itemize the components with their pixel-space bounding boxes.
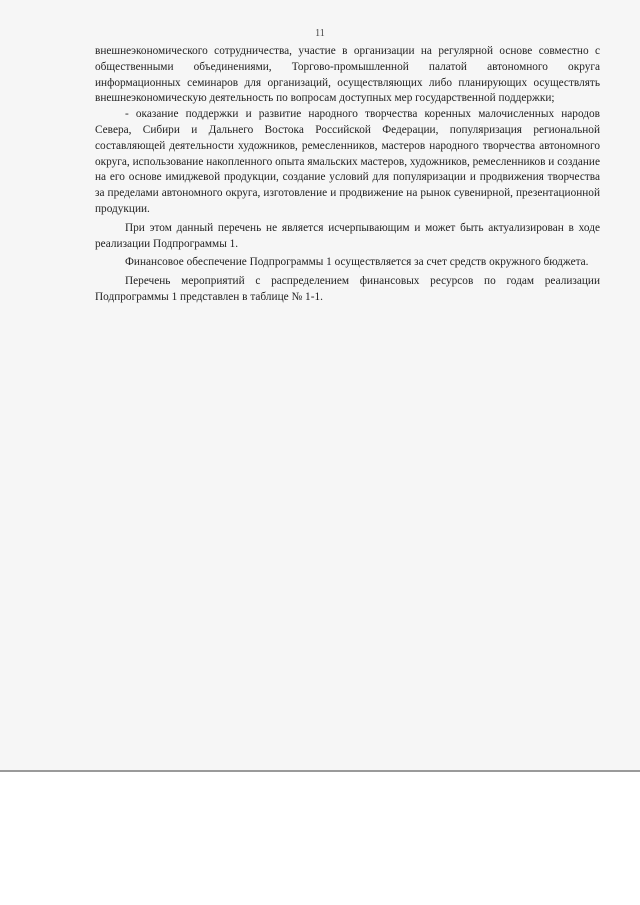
paragraph-continuation: внешнеэкономического сотрудничества, участие в организации на регулярной основе совместно с общественными объединениями, Торгово-промышленной палатой автономного округа информационных семинаров для организаций, осуществляющих либо планирующих осуществлять внешнеэкономическую деятельность по вопросам доступных мер государственной поддержки;: [95, 45, 600, 105]
paragraph-list-note: При этом данный перечень не является исчерпывающим и может быть актуализирован в ходе реализации Подпрограммы 1.: [95, 221, 600, 250]
paragraph-folk-art: - оказание поддержки и развитие народного творчества коренных малочисленных народов Севера, Сибири и Дальнего Востока Российской Федерации, популяризация региональной составляющей деятельности художников, ремесленников, мастеров народного творчества автономного округа, использование накопленного опыта ямальских мастеров, художников, ремесленников и создание на его основе имиджевой продукции, создание условий для популяризации и продвижения творчества за пределами автономного округа, изготовление и продвижение на рынок сувенирной, презентационной продукции.: [95, 108, 600, 215]
paragraph-table-reference: Перечень мероприятий с распределением финансовых ресурсов по годам реализации Подпрограммы 1 представлен в таблице № 1-1.: [95, 275, 600, 303]
paragraph-financing: Финансовое обеспечение Подпрограммы 1 осуществляется за счет средств окружного бюджета.: [125, 256, 589, 269]
scan-edge-line: [0, 770, 640, 772]
document-body: [95, 44, 600, 306]
page-number: 11: [315, 28, 325, 39]
